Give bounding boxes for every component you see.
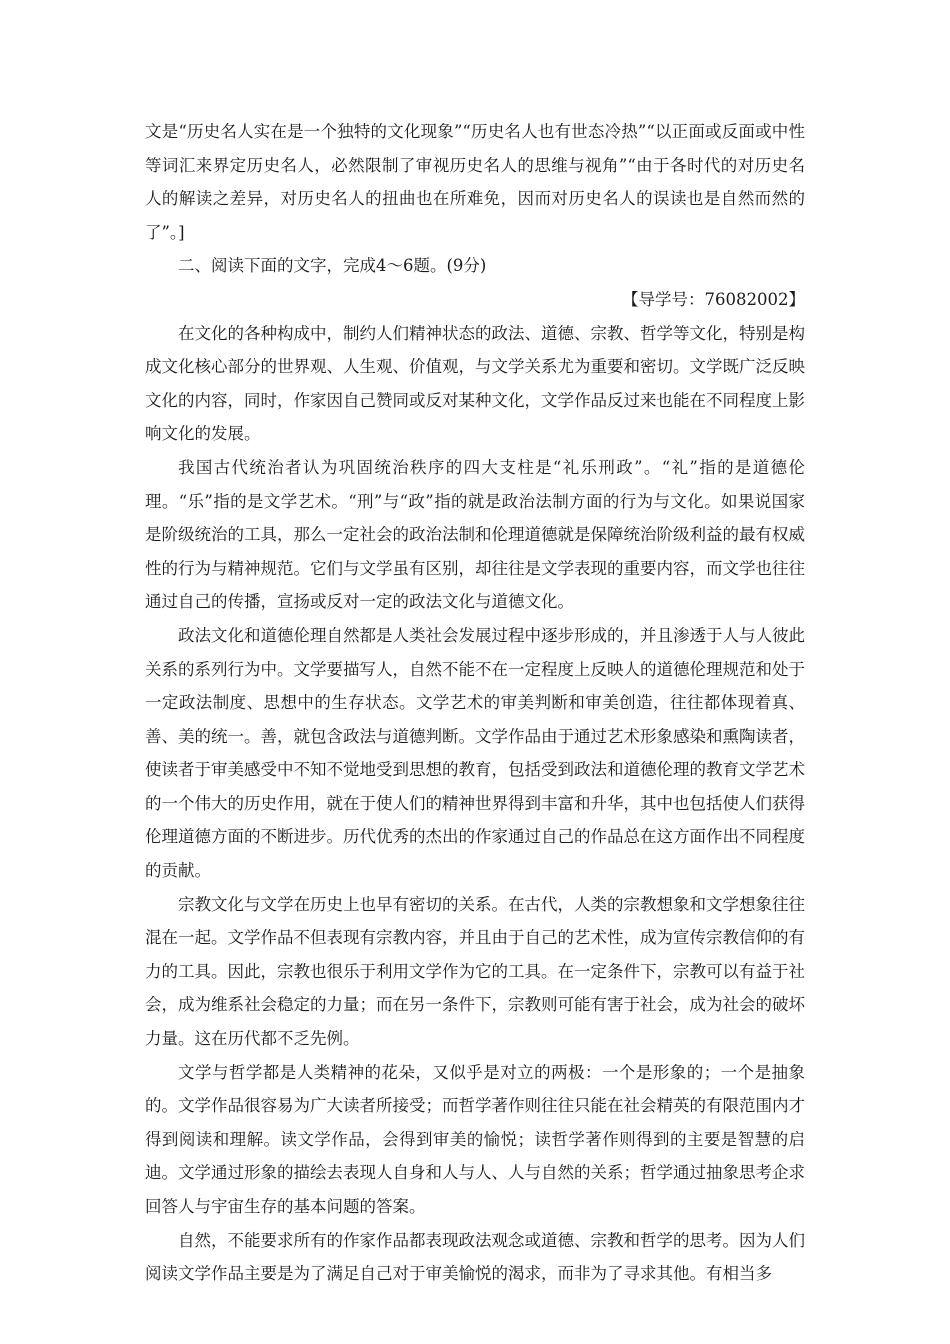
body-paragraph: 政法文化和道德伦理自然都是人类社会发展过程中逐步形成的，并且渗透于人与人彼此关系的系列行为中。文学要描写人，自然不能不在一定程度上反映人的道德伦理规范和处于一定政法制度、思想中的生存状态。文学艺术的审美判断和审美创造，往往都体现着真、善、美的统一。善，就包含政法与道德判断。文学作品由于通过艺术形象感染和熏陶读者，使读者于审美感受中不知不觉地受到思想的教育，包括受到政法和道德伦理的教育文学艺术的一个伟大的历史作用，就在于使人们的精神世界得到丰富和升华，其中也包括使人们获得伦理道德方面的不断进步。历代优秀的杰出的作家通过自己的作品总在这方面作出不同程度的贡献。 — [145, 625, 805, 881]
body-paragraph: 我国古代统治者认为巩固统治秩序的四大支柱是“礼乐刑政”。“礼”指的是道德伦理。“乐”指的是文学艺术。“刑”与“政”指的就是政治法制方面的行为与文化。如果说国家是阶级统治的工具，那么一定社会的政治法制和伦理道德就是保障统治阶级利益的最有权威性的行为与精神规范。它们与文学虽有区别，却往往是文学表现的重要内容，而文学也往往通过自己的传播，宣扬或反对一定的政法文化与道德文化。 — [145, 457, 805, 612]
body-paragraph: 在文化的各种构成中，制约人们精神状态的政法、道德、宗教、哲学等文化，特别是构成文化核心部分的世界观、人生观、价值观，与文学关系尤为重要和密切。文学既广泛反映文化的内容，同时，作家因自己赞同或反对某种文化，文学作品反过来也能在不同程度上影响文化的发展。 — [145, 323, 805, 444]
guide-number: 【导学号：76082002】 — [622, 289, 805, 309]
body-paragraph: 宗教文化与文学在历史上也早有密切的关系。在古代，人类的宗教想象和文学想象往往混在一起。文学作品不但表现有宗教内容，并且由于自己的艺术性，成为宣传宗教信仰的有力的工具。因此，宗教也很乐于利用文学作为它的工具。在一定条件下，宗教可以有益于社会，成为维系社会稳定的力量；而在另一条件下，宗教则可能有害于社会，成为社会的破坏力量。这在历代都不乏先例。 — [145, 894, 805, 1049]
body-paragraph: 文学与哲学都是人类精神的花朵，又似乎是对立的两极：一个是形象的；一个是抽象的。文学作品很容易为广大读者所接受；而哲学著作则往往只能在社会精英的有限范围内才得到阅读和理解。读文学作品，会得到审美的愉悦；读哲学著作则得到的主要是智慧的启迪。文学通过形象的描绘去表现人自身和人与人、人与自然的关系；哲学通过抽象思考企求回答人与宇宙生存的基本问题的答案。 — [145, 1062, 805, 1216]
continuation-paragraph: 文是“历史名人实在是一个独特的文化现象”“历史名人也有世态冷热”“以正面或反面或中性等词汇来界定历史名人，必然限制了审视历史名人的思维与视角”“由于各时代的对历史名人的解读之差异，对历史名人的扭曲也在所难免，因而对历史名人的误读也是自然而然的了”。] — [145, 122, 805, 242]
body-paragraph: 自然，不能要求所有的作家作品都表现政法观念或道德、宗教和哲学的思考。因为人们阅读文学作品主要是为了满足自己对于审美愉悦的渴求，而非为了寻求其他。有相当多 — [145, 1230, 805, 1284]
document-page — [145, 115, 805, 1291]
section-heading: 二、阅读下面的文字，完成4～6题。(9分) — [178, 256, 487, 276]
